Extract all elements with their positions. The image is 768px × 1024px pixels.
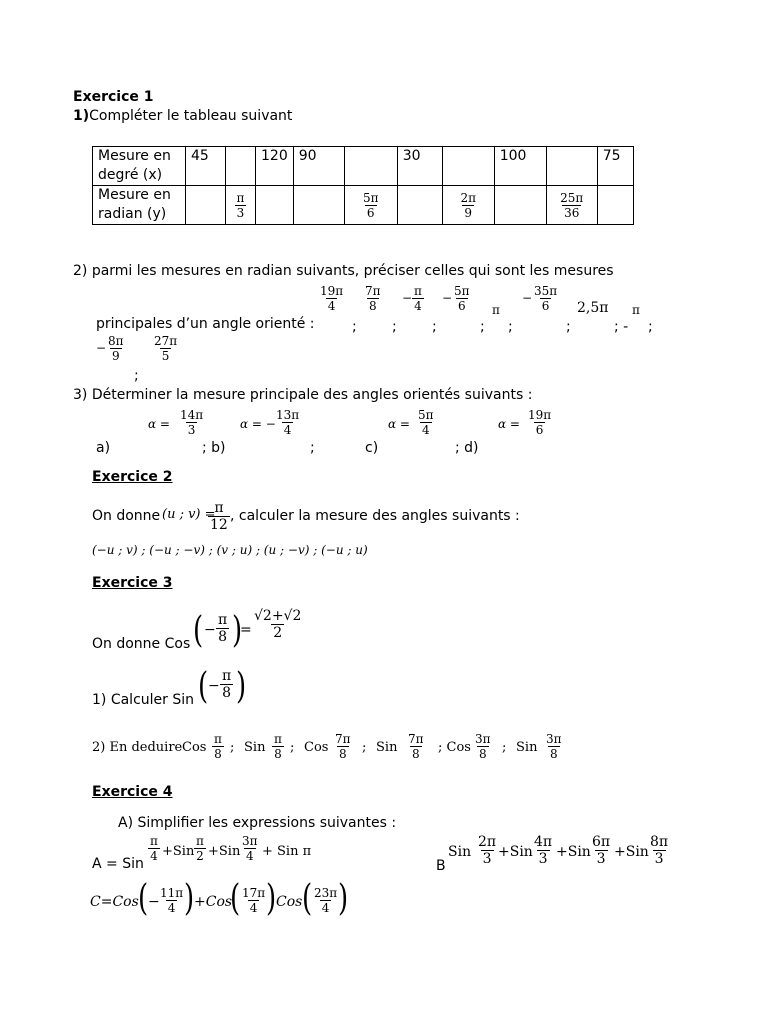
exercise-1-title: Exercice 1: [73, 89, 154, 105]
cell-degree: 45: [186, 147, 226, 186]
exercise-2-title: Exercice 2: [92, 469, 173, 485]
q2-fraction: $\frac{35\pi}{6}$: [534, 284, 558, 313]
q2-fraction: $\frac{8\pi}{9}$: [108, 334, 124, 363]
q2-fraction: $\frac{5\pi}{6}$: [454, 284, 470, 313]
q3-sep-c: ; d): [455, 440, 479, 456]
q3-sep-b: ;: [310, 440, 315, 456]
table-row-degrees: [93, 147, 634, 186]
cell-radian: [186, 186, 226, 225]
cell-degree: [442, 147, 494, 186]
exercise-1-question-2: 2) parmi les mesures en radian suivants, préciser celles qui sont les mesures: [73, 263, 614, 279]
conversion-table: [92, 146, 634, 225]
cell-radian: [256, 186, 294, 225]
row-header-degree: Mesure en degré (x): [93, 147, 186, 186]
cell-radian: [494, 186, 546, 225]
table-row-radians: [93, 186, 634, 225]
cell-radian: $\frac{\pi}{3}$: [226, 186, 256, 225]
exercise-1-question-3: 3) Déterminer la mesure principale des angles orientés suivants :: [73, 387, 533, 403]
q3-sep-a: ; b): [202, 440, 226, 456]
cell-degree: [546, 147, 597, 186]
row-header-radian: Mesure en radian (y): [93, 186, 186, 225]
exercise-2-angles: (−u ; v) ; (−u ; −v) ; (v ; u) ; (u ; −v) ; (−u ; u): [92, 543, 368, 557]
cell-radian: [597, 186, 633, 225]
exercise-1-question-1: [73, 108, 292, 124]
cell-degree: 100: [494, 147, 546, 186]
cell-radian: [293, 186, 344, 225]
exercise-4-title: Exercice 4: [92, 784, 173, 800]
cell-radian: $\frac{2\pi}{9}$: [442, 186, 494, 225]
cell-degree: 75: [597, 147, 633, 186]
cell-degree: 90: [293, 147, 344, 186]
q2-value: 2,5π: [577, 300, 609, 316]
q2-fraction: $\frac{27\pi}{5}$: [154, 334, 178, 363]
exercise-3-title: Exercice 3: [92, 575, 173, 591]
cell-radian: [397, 186, 442, 225]
cell-degree: [344, 147, 397, 186]
q2-line-2: principales d’un angle orienté :: [96, 316, 315, 332]
cell-degree: 120: [256, 147, 294, 186]
cell-degree: 30: [397, 147, 442, 186]
q2-fraction: $\frac{7\pi}{8}$: [365, 284, 381, 313]
q1-text: Compléter le tableau suivant: [89, 108, 293, 124]
q1-number: 1): [73, 108, 90, 124]
q2-fraction: $\frac{19\pi}{4}$: [320, 284, 344, 313]
q2-value: π: [632, 303, 640, 317]
cell-degree: [226, 147, 256, 186]
exercise-4-part-a: A) Simplifier les expressions suivantes :: [118, 815, 397, 831]
q2-value: π: [492, 303, 500, 317]
q3-label-c: c): [365, 440, 379, 456]
cell-radian: $\frac{5\pi}{6}$: [344, 186, 397, 225]
q3-label-a: a): [96, 440, 111, 456]
q2-fraction: $\frac{\pi}{4}$: [414, 284, 422, 313]
cell-radian: $\frac{25\pi}{36}$: [546, 186, 597, 225]
